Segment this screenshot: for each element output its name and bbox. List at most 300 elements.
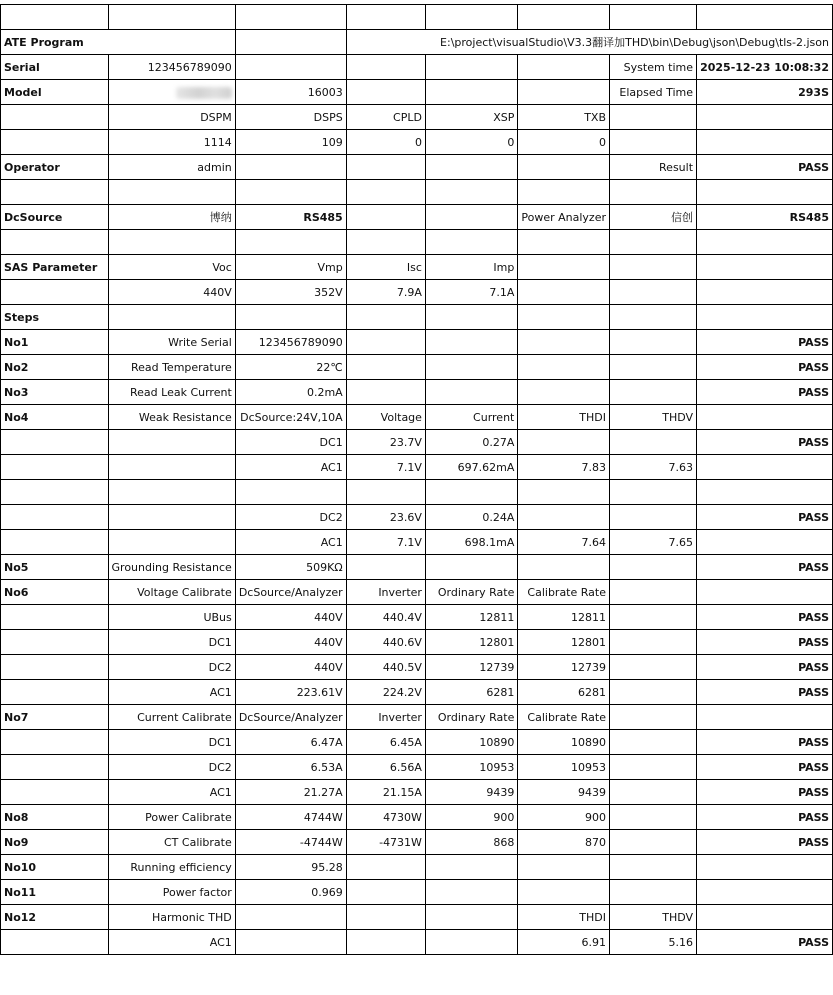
report-cell[interactable]: 7.1A xyxy=(425,280,517,305)
report-cell[interactable]: No10 xyxy=(1,855,109,880)
report-cell[interactable] xyxy=(346,80,425,105)
report-cell[interactable]: No1 xyxy=(1,330,109,355)
report-cell[interactable] xyxy=(697,880,833,905)
report-cell[interactable] xyxy=(425,155,517,180)
report-cell[interactable]: 698.1mA xyxy=(425,530,517,555)
report-cell[interactable] xyxy=(697,5,833,30)
report-cell[interactable]: PASS xyxy=(697,930,833,955)
report-cell[interactable] xyxy=(108,430,235,455)
report-cell[interactable] xyxy=(235,930,346,955)
report-cell[interactable]: AC1 xyxy=(108,780,235,805)
report-cell[interactable] xyxy=(610,5,697,30)
report-cell[interactable] xyxy=(346,355,425,380)
report-cell[interactable]: 9439 xyxy=(518,780,610,805)
report-cell[interactable] xyxy=(610,305,697,330)
report-cell[interactable]: 900 xyxy=(425,805,517,830)
report-cell[interactable]: Grounding Resistance xyxy=(108,555,235,580)
report-cell[interactable]: 440.5V xyxy=(346,655,425,680)
report-cell[interactable] xyxy=(697,280,833,305)
report-cell[interactable]: DC2 xyxy=(108,755,235,780)
report-cell[interactable] xyxy=(610,605,697,630)
report-cell[interactable]: 440V xyxy=(235,630,346,655)
report-cell[interactable] xyxy=(518,430,610,455)
report-cell[interactable]: 223.61V xyxy=(235,680,346,705)
report-cell[interactable] xyxy=(610,255,697,280)
report-cell[interactable] xyxy=(425,880,517,905)
report-cell[interactable]: 7.9A xyxy=(346,280,425,305)
report-cell[interactable]: 12801 xyxy=(425,630,517,655)
report-cell[interactable] xyxy=(425,330,517,355)
report-cell[interactable] xyxy=(235,230,346,255)
report-cell[interactable] xyxy=(108,80,235,105)
report-cell[interactable] xyxy=(518,280,610,305)
report-cell[interactable] xyxy=(1,455,109,480)
report-cell[interactable]: 0.27A xyxy=(425,430,517,455)
report-cell[interactable]: -4731W xyxy=(346,830,425,855)
report-cell[interactable]: Running efficiency xyxy=(108,855,235,880)
report-cell[interactable]: Vmp xyxy=(235,255,346,280)
report-cell[interactable]: 12739 xyxy=(518,655,610,680)
report-cell[interactable]: PASS xyxy=(697,505,833,530)
report-cell[interactable] xyxy=(518,855,610,880)
report-cell[interactable]: Inverter xyxy=(346,705,425,730)
report-cell[interactable] xyxy=(1,105,109,130)
report-cell[interactable]: 4730W xyxy=(346,805,425,830)
report-cell[interactable]: Result xyxy=(610,155,697,180)
report-cell[interactable] xyxy=(697,580,833,605)
report-cell[interactable]: AC1 xyxy=(108,930,235,955)
report-cell[interactable] xyxy=(346,330,425,355)
report-cell[interactable] xyxy=(1,505,109,530)
report-cell[interactable] xyxy=(425,305,517,330)
report-cell[interactable]: PASS xyxy=(697,355,833,380)
report-cell[interactable] xyxy=(697,305,833,330)
report-cell[interactable]: 0 xyxy=(518,130,610,155)
report-cell[interactable] xyxy=(610,855,697,880)
report-cell[interactable] xyxy=(518,255,610,280)
report-cell[interactable]: Calibrate Rate xyxy=(518,580,610,605)
report-cell[interactable] xyxy=(425,555,517,580)
report-cell[interactable] xyxy=(1,280,109,305)
report-cell[interactable] xyxy=(346,480,425,505)
report-cell[interactable]: XSP xyxy=(425,105,517,130)
report-cell[interactable] xyxy=(1,130,109,155)
report-cell[interactable]: 博纳 xyxy=(108,205,235,230)
report-cell[interactable] xyxy=(1,180,109,205)
report-cell[interactable] xyxy=(518,5,610,30)
report-cell[interactable] xyxy=(610,380,697,405)
report-cell[interactable] xyxy=(425,380,517,405)
report-cell[interactable] xyxy=(697,130,833,155)
report-cell[interactable]: Power Calibrate xyxy=(108,805,235,830)
report-cell[interactable]: THDV xyxy=(610,905,697,930)
report-cell[interactable]: 697.62mA xyxy=(425,455,517,480)
report-cell[interactable] xyxy=(425,905,517,930)
report-cell[interactable] xyxy=(610,730,697,755)
report-cell[interactable]: PASS xyxy=(697,430,833,455)
report-cell[interactable] xyxy=(1,680,109,705)
report-cell[interactable]: Model xyxy=(1,80,109,105)
report-cell[interactable]: DcSource/Analyzer xyxy=(235,705,346,730)
report-cell[interactable] xyxy=(1,930,109,955)
report-cell[interactable] xyxy=(108,455,235,480)
report-cell[interactable]: CT Calibrate xyxy=(108,830,235,855)
report-cell[interactable]: 109 xyxy=(235,130,346,155)
report-cell[interactable] xyxy=(1,480,109,505)
report-cell[interactable]: 352V xyxy=(235,280,346,305)
report-cell[interactable] xyxy=(425,205,517,230)
report-cell[interactable]: 9439 xyxy=(425,780,517,805)
report-cell[interactable]: 12811 xyxy=(425,605,517,630)
report-cell[interactable] xyxy=(518,80,610,105)
report-cell[interactable] xyxy=(697,905,833,930)
report-cell[interactable]: No9 xyxy=(1,830,109,855)
report-cell[interactable]: 6.91 xyxy=(518,930,610,955)
report-cell[interactable] xyxy=(425,180,517,205)
report-cell[interactable]: 12739 xyxy=(425,655,517,680)
report-cell[interactable] xyxy=(518,155,610,180)
report-cell[interactable]: 95.28 xyxy=(235,855,346,880)
report-cell[interactable]: DcSource xyxy=(1,205,109,230)
report-cell[interactable]: 900 xyxy=(518,805,610,830)
report-cell[interactable]: Weak Resistance xyxy=(108,405,235,430)
report-cell[interactable] xyxy=(518,505,610,530)
report-cell[interactable]: 6281 xyxy=(425,680,517,705)
report-cell[interactable] xyxy=(235,905,346,930)
report-cell[interactable] xyxy=(235,305,346,330)
report-cell[interactable]: PASS xyxy=(697,680,833,705)
report-cell[interactable]: 23.7V xyxy=(346,430,425,455)
report-cell[interactable] xyxy=(1,530,109,555)
report-cell[interactable]: 0.969 xyxy=(235,880,346,905)
report-cell[interactable] xyxy=(697,180,833,205)
report-cell[interactable]: AC1 xyxy=(235,455,346,480)
report-cell[interactable]: RS485 xyxy=(235,205,346,230)
report-cell[interactable]: DC1 xyxy=(108,730,235,755)
report-cell[interactable] xyxy=(1,5,109,30)
report-cell[interactable] xyxy=(697,530,833,555)
report-cell[interactable] xyxy=(108,305,235,330)
report-cell[interactable]: 5.16 xyxy=(610,930,697,955)
report-cell[interactable]: 224.2V xyxy=(346,680,425,705)
report-cell[interactable] xyxy=(1,655,109,680)
report-cell[interactable]: 0 xyxy=(346,130,425,155)
report-cell[interactable]: UBus xyxy=(108,605,235,630)
report-cell[interactable] xyxy=(425,230,517,255)
report-cell[interactable]: 21.27A xyxy=(235,780,346,805)
report-cell[interactable] xyxy=(1,230,109,255)
report-cell[interactable] xyxy=(697,480,833,505)
report-cell[interactable]: 440V xyxy=(108,280,235,305)
report-cell[interactable]: AC1 xyxy=(235,530,346,555)
report-cell[interactable] xyxy=(425,930,517,955)
report-cell[interactable] xyxy=(610,705,697,730)
report-cell[interactable] xyxy=(425,55,517,80)
report-cell[interactable]: 440V xyxy=(235,605,346,630)
report-cell[interactable] xyxy=(425,480,517,505)
report-cell[interactable]: 440V xyxy=(235,655,346,680)
report-cell[interactable] xyxy=(1,605,109,630)
report-cell[interactable]: Current Calibrate xyxy=(108,705,235,730)
report-row xyxy=(1,655,833,680)
report-cell[interactable] xyxy=(425,355,517,380)
report-cell[interactable] xyxy=(346,305,425,330)
report-cell[interactable]: 440.6V xyxy=(346,630,425,655)
report-cell[interactable] xyxy=(610,130,697,155)
report-cell[interactable]: 6.45A xyxy=(346,730,425,755)
report-cell[interactable]: THDV xyxy=(610,405,697,430)
report-cell[interactable] xyxy=(518,355,610,380)
report-cell[interactable]: System time xyxy=(610,55,697,80)
report-cell[interactable]: CPLD xyxy=(346,105,425,130)
report-cell[interactable]: 293S xyxy=(697,80,833,105)
report-cell[interactable] xyxy=(346,905,425,930)
report-cell[interactable]: PASS xyxy=(697,155,833,180)
report-cell[interactable] xyxy=(346,55,425,80)
report-cell[interactable]: 868 xyxy=(425,830,517,855)
report-cell[interactable]: Steps xyxy=(1,305,109,330)
report-cell[interactable]: DC2 xyxy=(235,505,346,530)
report-cell[interactable]: PASS xyxy=(697,755,833,780)
report-cell[interactable] xyxy=(518,380,610,405)
report-cell[interactable]: PASS xyxy=(697,780,833,805)
report-cell[interactable]: 10953 xyxy=(425,755,517,780)
report-cell[interactable] xyxy=(610,580,697,605)
report-cell[interactable] xyxy=(518,880,610,905)
report-cell[interactable] xyxy=(108,480,235,505)
report-cell[interactable] xyxy=(697,255,833,280)
report-cell[interactable] xyxy=(346,230,425,255)
report-cell[interactable]: Ordinary Rate xyxy=(425,705,517,730)
report-cell[interactable]: 870 xyxy=(518,830,610,855)
report-cell[interactable] xyxy=(425,80,517,105)
report-cell[interactable]: 10890 xyxy=(518,730,610,755)
report-cell[interactable] xyxy=(235,155,346,180)
report-cell[interactable]: No2 xyxy=(1,355,109,380)
report-cell[interactable]: 0.24A xyxy=(425,505,517,530)
report-cell[interactable] xyxy=(610,780,697,805)
report-cell[interactable]: No4 xyxy=(1,405,109,430)
report-cell[interactable]: Voltage xyxy=(346,405,425,430)
report-cell[interactable]: 6281 xyxy=(518,680,610,705)
report-cell[interactable]: PASS xyxy=(697,330,833,355)
report-cell[interactable] xyxy=(346,380,425,405)
report-cell[interactable] xyxy=(1,780,109,805)
report-cell[interactable]: Calibrate Rate xyxy=(518,705,610,730)
report-cell[interactable] xyxy=(610,555,697,580)
report-cell[interactable] xyxy=(346,205,425,230)
report-cell[interactable]: Inverter xyxy=(346,580,425,605)
report-cell[interactable]: 6.47A xyxy=(235,730,346,755)
report-cell[interactable] xyxy=(1,430,109,455)
report-cell[interactable] xyxy=(346,180,425,205)
report-cell[interactable]: 509KΩ xyxy=(235,555,346,580)
report-cell[interactable]: DC2 xyxy=(108,655,235,680)
report-cell[interactable]: Ordinary Rate xyxy=(425,580,517,605)
report-cell[interactable]: No8 xyxy=(1,805,109,830)
report-cell[interactable] xyxy=(610,755,697,780)
report-cell[interactable]: Power factor xyxy=(108,880,235,905)
report-cell[interactable] xyxy=(697,855,833,880)
report-cell[interactable]: 0.2mA xyxy=(235,380,346,405)
report-cell[interactable]: Write Serial xyxy=(108,330,235,355)
report-cell[interactable] xyxy=(108,505,235,530)
program-path-cell[interactable]: E:\project\visualStudio\V3.3翻译加THD\bin\Debug\json\Debug\tls-2.json xyxy=(346,30,832,55)
report-cell[interactable] xyxy=(697,455,833,480)
report-cell[interactable] xyxy=(346,555,425,580)
report-cell[interactable]: 123456789090 xyxy=(108,55,235,80)
report-cell[interactable] xyxy=(518,230,610,255)
report-cell[interactable] xyxy=(108,530,235,555)
report-cell[interactable] xyxy=(1,755,109,780)
report-cell[interactable]: 12811 xyxy=(518,605,610,630)
report-cell[interactable]: 10953 xyxy=(518,755,610,780)
report-cell[interactable]: Elapsed Time xyxy=(610,80,697,105)
report-cell[interactable] xyxy=(610,655,697,680)
report-cell[interactable]: No6 xyxy=(1,580,109,605)
report-cell[interactable]: Harmonic THD xyxy=(108,905,235,930)
report-cell[interactable]: 7.64 xyxy=(518,530,610,555)
report-cell[interactable] xyxy=(697,405,833,430)
report-cell[interactable]: DSPS xyxy=(235,105,346,130)
report-cell[interactable] xyxy=(346,5,425,30)
report-cell[interactable]: 22℃ xyxy=(235,355,346,380)
report-cell[interactable]: 123456789090 xyxy=(235,330,346,355)
report-cell[interactable] xyxy=(610,505,697,530)
report-cell[interactable]: 6.53A xyxy=(235,755,346,780)
report-cell[interactable]: 7.1V xyxy=(346,530,425,555)
report-cell[interactable]: No11 xyxy=(1,880,109,905)
report-cell[interactable]: 23.6V xyxy=(346,505,425,530)
report-cell[interactable]: 440.4V xyxy=(346,605,425,630)
report-cell[interactable] xyxy=(425,855,517,880)
report-cell[interactable] xyxy=(346,855,425,880)
report-cell[interactable] xyxy=(697,105,833,130)
report-cell[interactable]: Imp xyxy=(425,255,517,280)
report-cell[interactable] xyxy=(610,105,697,130)
report-cell[interactable] xyxy=(518,55,610,80)
report-cell[interactable] xyxy=(610,355,697,380)
report-cell[interactable]: PASS xyxy=(697,655,833,680)
report-cell[interactable]: PASS xyxy=(697,605,833,630)
report-cell[interactable] xyxy=(346,930,425,955)
report-cell[interactable]: 16003 xyxy=(235,80,346,105)
report-cell[interactable]: No7 xyxy=(1,705,109,730)
report-cell[interactable]: 21.15A xyxy=(346,780,425,805)
report-cell[interactable] xyxy=(697,230,833,255)
report-cell[interactable]: 7.65 xyxy=(610,530,697,555)
report-cell[interactable]: 6.56A xyxy=(346,755,425,780)
report-cell[interactable]: AC1 xyxy=(108,680,235,705)
report-cell[interactable] xyxy=(610,805,697,830)
report-cell[interactable]: -4744W xyxy=(235,830,346,855)
report-cell[interactable]: 1114 xyxy=(108,130,235,155)
report-cell[interactable]: No3 xyxy=(1,380,109,405)
report-cell[interactable] xyxy=(610,880,697,905)
report-cell[interactable]: 2025-12-23 10:08:32 xyxy=(697,55,833,80)
report-cell[interactable] xyxy=(610,630,697,655)
report-cell[interactable] xyxy=(518,305,610,330)
report-cell[interactable]: DC1 xyxy=(108,630,235,655)
report-cell[interactable]: admin xyxy=(108,155,235,180)
report-cell[interactable] xyxy=(346,155,425,180)
report-cell[interactable] xyxy=(235,55,346,80)
report-cell[interactable]: 7.83 xyxy=(518,455,610,480)
report-cell[interactable] xyxy=(235,5,346,30)
report-cell[interactable]: DcSource:24V,10A xyxy=(235,405,346,430)
report-cell[interactable] xyxy=(610,480,697,505)
report-cell[interactable]: Voltage Calibrate xyxy=(108,580,235,605)
report-cell[interactable]: Operator xyxy=(1,155,109,180)
report-cell[interactable] xyxy=(610,330,697,355)
report-cell[interactable]: No5 xyxy=(1,555,109,580)
report-cell[interactable]: THDI xyxy=(518,905,610,930)
report-cell[interactable]: 4744W xyxy=(235,805,346,830)
report-cell[interactable] xyxy=(346,880,425,905)
report-cell[interactable]: TXB xyxy=(518,105,610,130)
report-cell[interactable] xyxy=(518,555,610,580)
report-cell[interactable] xyxy=(1,730,109,755)
report-cell[interactable]: PASS xyxy=(697,805,833,830)
report-cell[interactable]: PASS xyxy=(697,830,833,855)
report-cell[interactable] xyxy=(235,180,346,205)
report-cell[interactable]: ATE Program xyxy=(1,30,236,55)
report-cell[interactable] xyxy=(610,230,697,255)
report-cell[interactable]: 7.1V xyxy=(346,455,425,480)
report-cell[interactable]: DC1 xyxy=(235,430,346,455)
report-cell[interactable]: 12801 xyxy=(518,630,610,655)
report-cell[interactable]: RS485 xyxy=(697,205,833,230)
report-cell[interactable] xyxy=(610,180,697,205)
report-cell[interactable] xyxy=(610,280,697,305)
report-cell[interactable] xyxy=(108,230,235,255)
report-cell[interactable]: Current xyxy=(425,405,517,430)
report-cell[interactable] xyxy=(108,5,235,30)
report-cell[interactable] xyxy=(425,5,517,30)
report-cell[interactable] xyxy=(235,480,346,505)
report-cell[interactable]: Power Analyzer xyxy=(518,205,610,230)
report-cell[interactable]: DcSource/Analyzer xyxy=(235,580,346,605)
report-cell[interactable] xyxy=(518,330,610,355)
report-cell[interactable]: PASS xyxy=(697,630,833,655)
report-cell[interactable]: PASS xyxy=(697,380,833,405)
report-cell[interactable] xyxy=(518,480,610,505)
report-cell[interactable]: THDI xyxy=(518,405,610,430)
report-cell[interactable] xyxy=(610,430,697,455)
report-cell[interactable]: Isc xyxy=(346,255,425,280)
report-cell[interactable]: Read Temperature xyxy=(108,355,235,380)
report-cell[interactable]: Serial xyxy=(1,55,109,80)
report-cell[interactable] xyxy=(610,830,697,855)
report-cell[interactable] xyxy=(610,680,697,705)
report-cell[interactable]: No12 xyxy=(1,905,109,930)
report-cell[interactable] xyxy=(235,30,346,55)
report-cell[interactable]: DSPM xyxy=(108,105,235,130)
report-cell[interactable]: 10890 xyxy=(425,730,517,755)
report-cell[interactable]: SAS Parameter xyxy=(1,255,109,280)
report-cell[interactable]: Read Leak Current xyxy=(108,380,235,405)
report-cell[interactable]: 0 xyxy=(425,130,517,155)
report-cell[interactable]: PASS xyxy=(697,555,833,580)
report-cell[interactable]: 7.63 xyxy=(610,455,697,480)
report-cell[interactable] xyxy=(518,180,610,205)
report-cell[interactable]: PASS xyxy=(697,730,833,755)
report-cell[interactable] xyxy=(697,705,833,730)
report-cell[interactable] xyxy=(108,180,235,205)
report-cell[interactable] xyxy=(1,630,109,655)
report-cell[interactable]: 信创 xyxy=(610,205,697,230)
report-cell[interactable]: Voc xyxy=(108,255,235,280)
